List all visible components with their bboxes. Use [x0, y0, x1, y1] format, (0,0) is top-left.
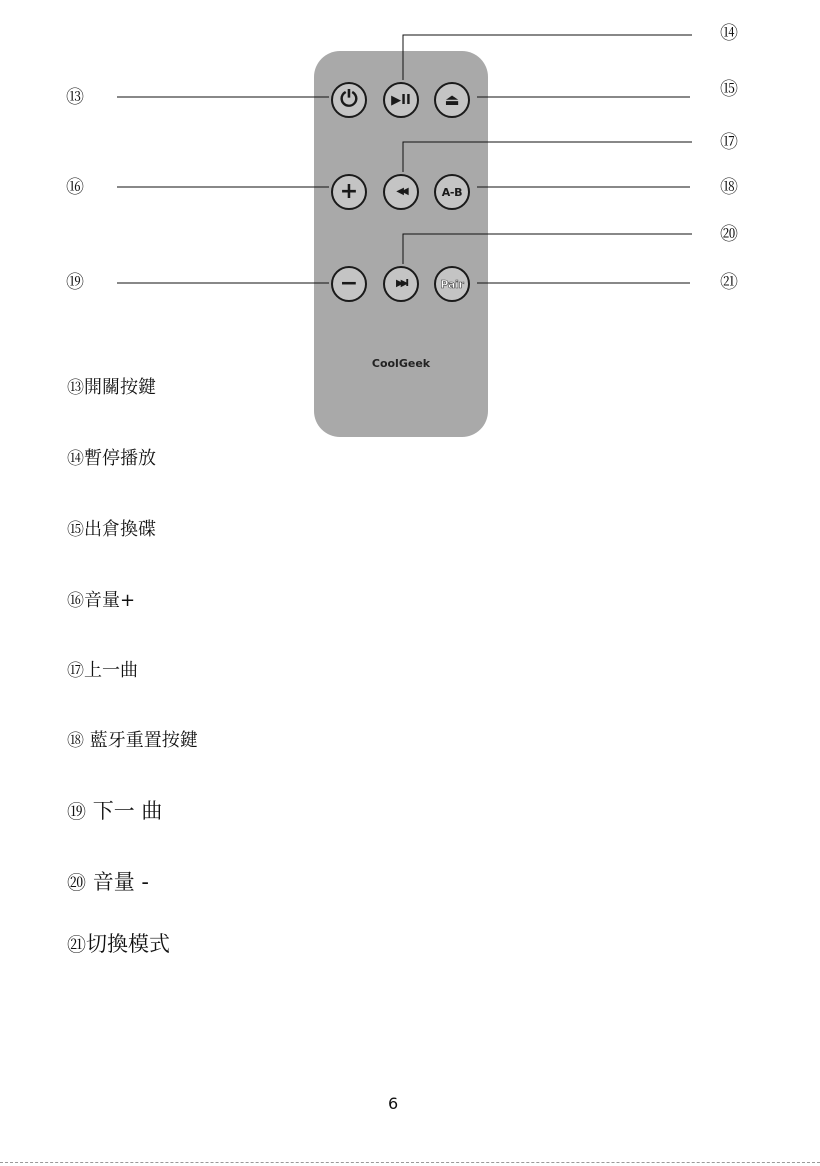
page-number: 6: [388, 1094, 399, 1113]
legend-item-20: ⑳ 音量 -: [67, 870, 149, 894]
leader-line-14: [403, 35, 692, 80]
legend-item-15: ⑮出倉換碟: [67, 519, 156, 540]
brand-logo: CoolGeek: [371, 357, 431, 370]
legend-item-21: ㉑切換模式: [67, 932, 171, 956]
callout-14: ⑭: [720, 23, 738, 44]
callout-13: ⑬: [66, 87, 84, 108]
power-icon: ⏻: [340, 87, 358, 112]
legend-item-13: ⑬開關按鍵: [67, 377, 156, 398]
minus-icon: −: [339, 271, 359, 296]
legend-item-17: ⑰上一曲: [67, 660, 138, 681]
pair-label: Pair: [440, 277, 464, 291]
legend-item-14: ⑭暫停播放: [67, 448, 156, 469]
callout-19: ⑲: [66, 272, 84, 293]
callout-16: ⑯: [66, 177, 84, 198]
callout-17: ⑰: [720, 132, 738, 153]
callout-15: ⑮: [720, 79, 738, 100]
previous-icon: ◀◀: [396, 186, 406, 197]
legend-item-19: ⑲ 下一 曲: [67, 799, 163, 823]
ab-label: A-B: [441, 185, 463, 199]
plus-icon: +: [339, 179, 359, 204]
next-icon: ▶▶I: [395, 278, 407, 289]
callout-20: ⑳: [720, 224, 738, 245]
callout-18: ⑱: [720, 177, 738, 198]
legend-item-18: ⑱ 藍牙重置按鍵: [67, 730, 198, 751]
leader-line-20: [403, 234, 692, 264]
page-bottom-rule: [0, 1162, 820, 1163]
callout-21: ㉑: [720, 272, 738, 293]
play-pause-icon: ▶II: [391, 92, 411, 108]
eject-icon: ⏏: [444, 90, 460, 109]
leader-line-17: [403, 142, 692, 172]
legend-item-16: ⑯音量+: [67, 590, 136, 611]
